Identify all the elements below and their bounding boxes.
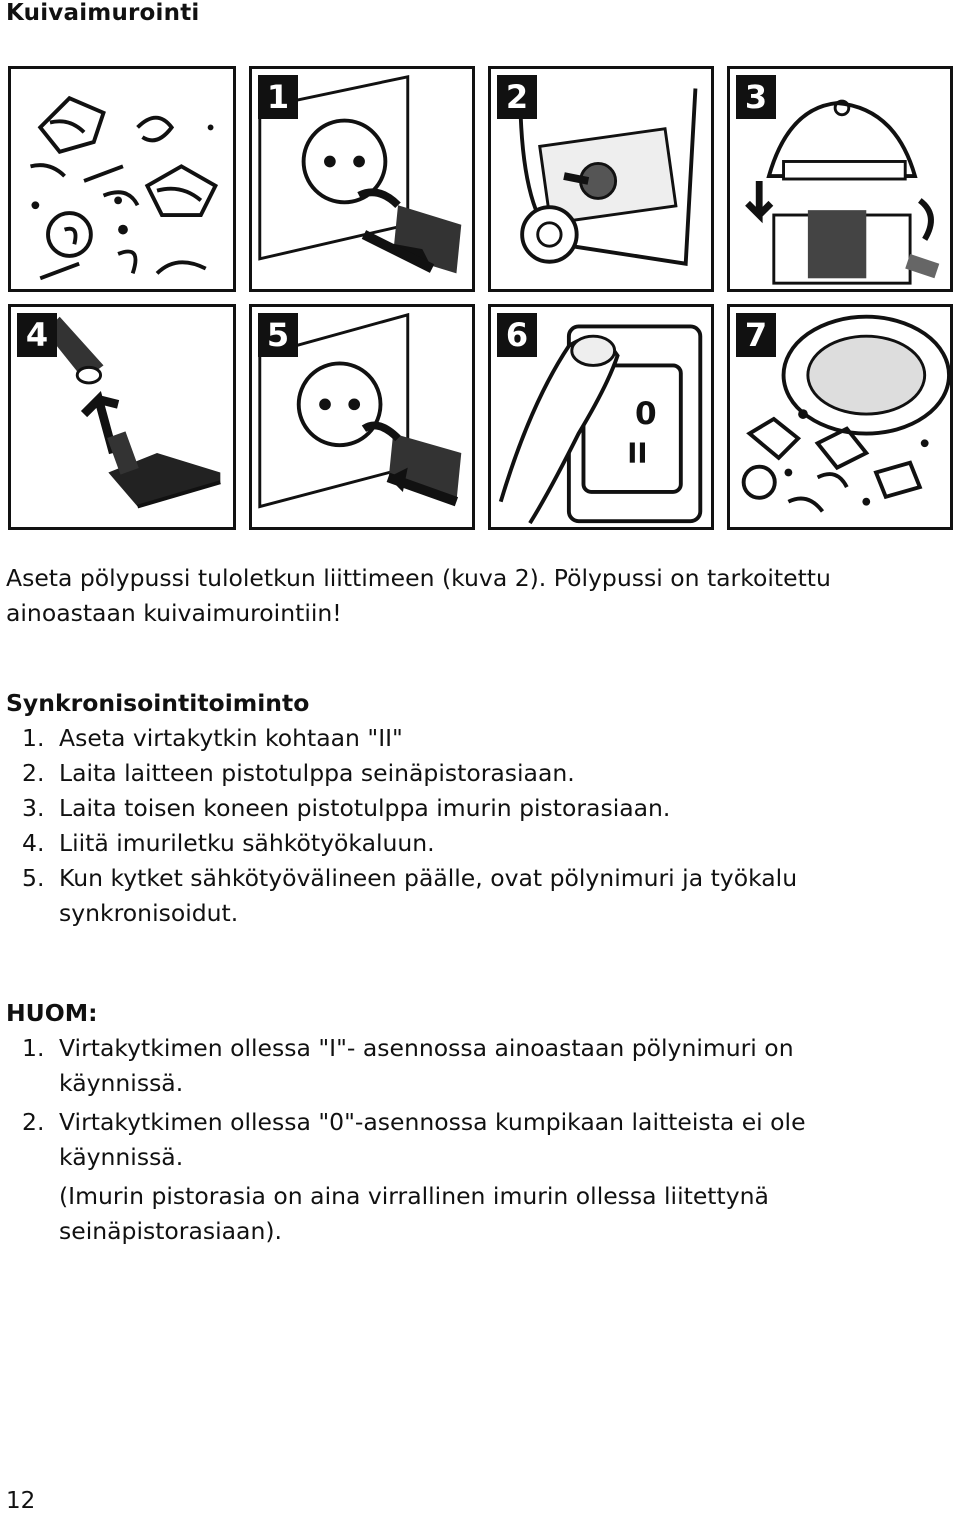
switch-label-zero: 0: [635, 395, 657, 432]
list-item: 5. Kun kytket sähkötyövälineen päälle, ovat pölynimuri ja työkalu synkronisoidut.: [22, 864, 798, 927]
intro-line: Aseta pölypussi tuloletkun liittimeen (kuva 2). Pölypussi on tarkoitettu: [6, 564, 831, 592]
list-item: 1. Aseta virtakytkin kohtaan "II": [22, 724, 403, 752]
list-item: 1. Virtakytkimen ollessa "I"- asennossa ainoastaan pölynimuri on käynnissä.: [22, 1034, 794, 1097]
dust-debris-icon: [11, 69, 233, 289]
page-heading: Kuivaimurointi: [6, 0, 200, 26]
panel-2: [488, 66, 714, 292]
panel-number: 4: [17, 313, 57, 357]
list-item: 2. Virtakytkimen ollessa "0"-asennossa kumpikaan laitteista ei ole käynnissä. (Imurin pistorasia on aina virrallinen imurin ollessa liitettynä seinäpistorasiaan).: [22, 1108, 806, 1245]
panel-number: 3: [736, 75, 776, 119]
sync-title: Synkronisointitoiminto: [6, 689, 310, 717]
panel-number: 1: [258, 75, 298, 119]
list-item: 4. Liitä imuriletku sähkötyökaluun.: [22, 829, 435, 857]
panel-5: [249, 304, 475, 530]
sync-section: [6, 686, 906, 931]
list-item: 2. Laita laitteen pistotulppa seinäpistorasiaan.: [22, 759, 575, 787]
intro-paragraph: [6, 561, 906, 631]
panel-debris: [8, 66, 236, 292]
panel-1: [249, 66, 475, 292]
sync-list: [6, 721, 906, 931]
panel-3: [727, 66, 953, 292]
panel-number: 7: [736, 313, 776, 357]
panel-number: 5: [258, 313, 298, 357]
panel-6: [488, 304, 714, 530]
note-section: [6, 996, 906, 1249]
page-number: 12: [6, 1488, 36, 1514]
panel-7: [727, 304, 953, 530]
note-title: HUOM:: [6, 999, 98, 1027]
panel-number: 6: [497, 313, 537, 357]
panel-number: 2: [497, 75, 537, 119]
intro-line: ainoastaan kuivaimurointiin!: [6, 599, 342, 627]
note-list: [6, 1031, 906, 1249]
panel-4: [8, 304, 236, 530]
list-item: 3. Laita toisen koneen pistotulppa imurin pistorasiaan.: [22, 794, 671, 822]
switch-label-two: II: [627, 438, 648, 470]
